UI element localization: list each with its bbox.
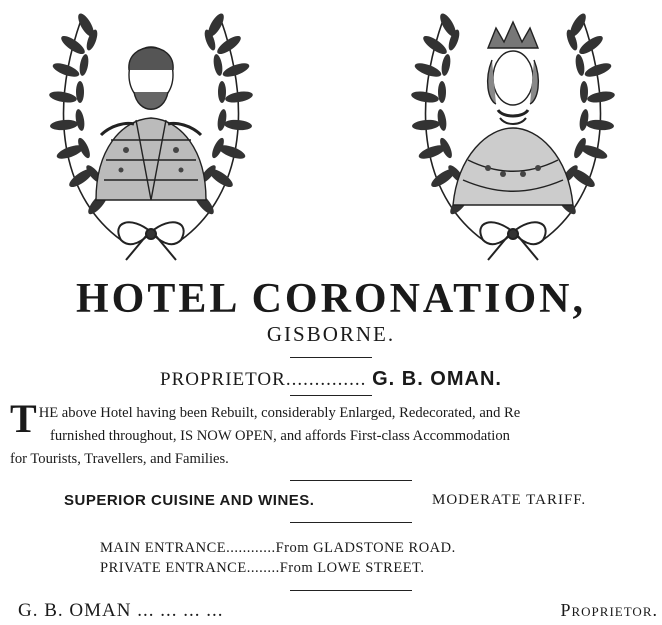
proprietor-label: PROPRIETOR.............. (160, 369, 367, 390)
features-row (64, 492, 624, 509)
king-wreath-engraving (26, 0, 276, 262)
divider-rule (290, 522, 412, 523)
footer-proprietor-title: Proprietor. (560, 600, 658, 620)
king-portrait-illustration (26, 0, 276, 262)
cuisine-feature: SUPERIOR CUISINE AND WINES. (64, 492, 315, 509)
divider-rule (290, 590, 412, 591)
announcement-line-3: for Tourists, Travellers, and Families. (10, 451, 229, 467)
private-entrance: PRIVATE ENTRANCE........From LOWE STREET. (100, 560, 425, 576)
footer-proprietor-name: G. B. OMAN ... ... ... ... (18, 600, 224, 621)
main-entrance: MAIN ENTRANCE............From GLADSTONE ROAD. (100, 540, 456, 556)
announcement-paragraph (10, 396, 662, 471)
hotel-title: HOTEL CORONATION, (76, 276, 586, 322)
announcement-line-1: HE above Hotel having been Rebuilt, considerably Enlarged, Redecorated, and Re (38, 405, 521, 421)
footer-line (18, 600, 658, 622)
entrances-block (100, 538, 620, 578)
proprietor-name: G. B. OMAN. (372, 368, 502, 390)
queen-portrait-illustration (388, 0, 638, 262)
tariff-feature: MODERATE TARIFF. (432, 492, 587, 508)
divider-rule (290, 480, 412, 481)
hotel-city: GISBORNE. (266, 322, 396, 346)
queen-wreath-engraving (388, 0, 638, 262)
announcement-line-2: furnished throughout, IS NOW OPEN, and affords First-class Accommodation (50, 428, 510, 444)
divider-rule (290, 357, 372, 358)
proprietor-line (0, 368, 662, 391)
drop-cap-letter: T (10, 396, 37, 441)
divider-rule (290, 395, 372, 396)
